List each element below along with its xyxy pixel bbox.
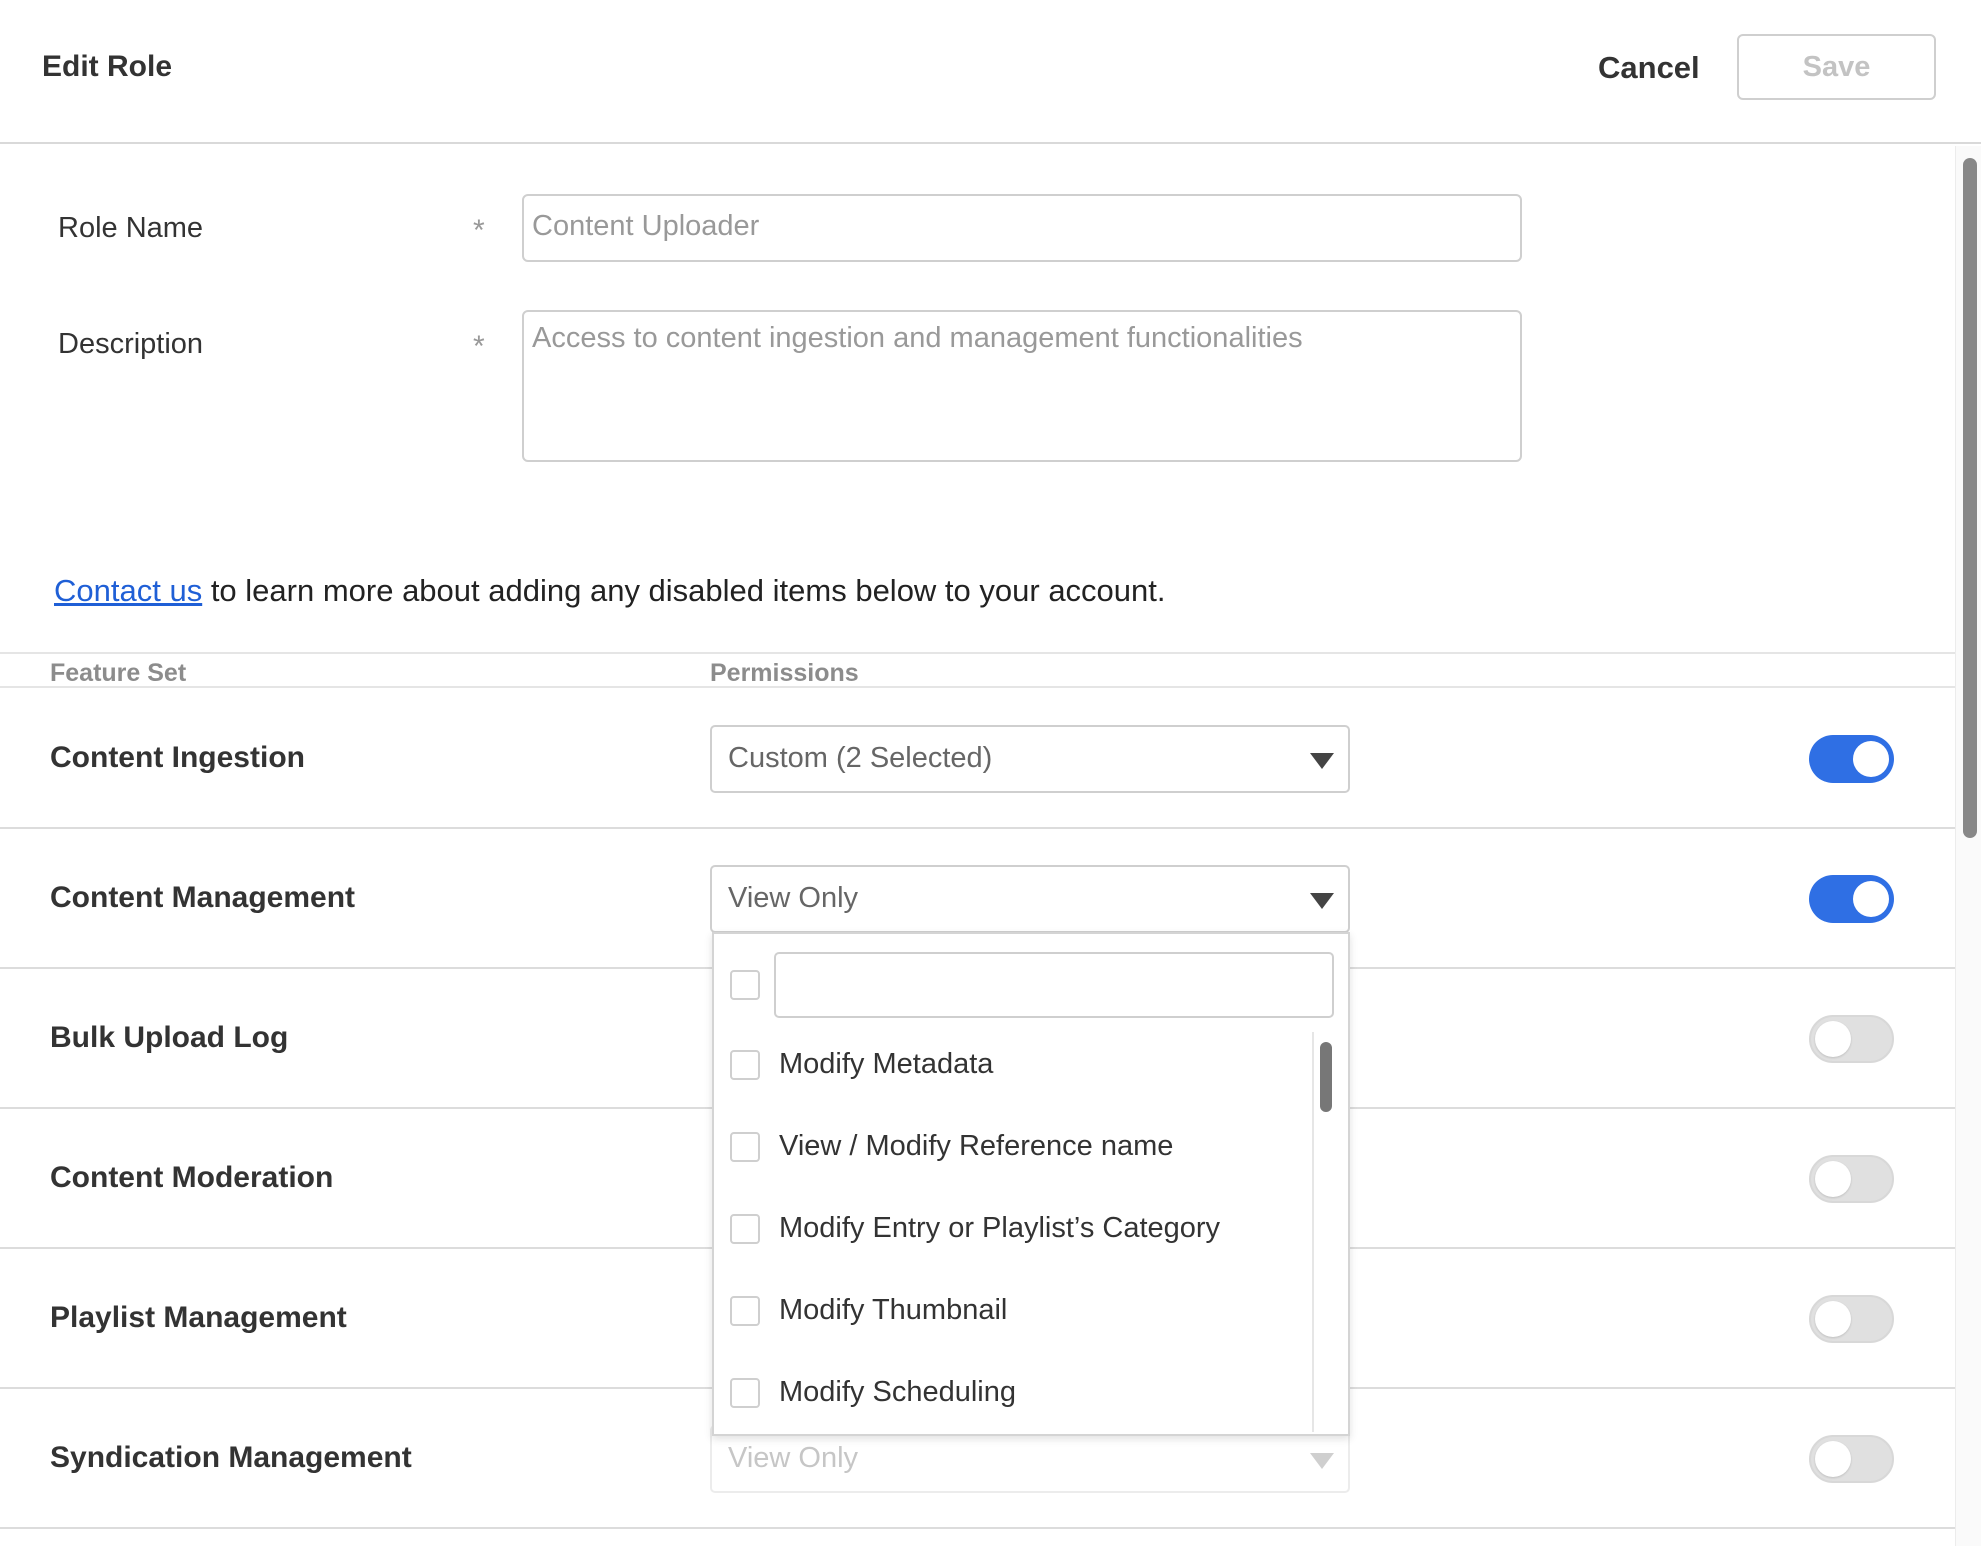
option-checkbox[interactable] — [730, 1214, 760, 1244]
permissions-value: Custom (2 Selected) — [728, 742, 993, 774]
dropdown-option[interactable] — [714, 1106, 1314, 1188]
page-scroll-thumb[interactable] — [1963, 158, 1977, 838]
option-label: Modify Metadata — [779, 1048, 994, 1080]
option-label: View / Modify Reference name — [779, 1130, 1174, 1162]
description-label: Description — [58, 328, 204, 360]
notice-text: to learn more about adding any disabled items below to your account. — [202, 573, 1166, 608]
option-checkbox[interactable] — [730, 1296, 760, 1326]
dropdown-option[interactable] — [714, 1270, 1314, 1352]
feature-toggle[interactable] — [1809, 735, 1894, 783]
dropdown-option[interactable] — [714, 1024, 1314, 1106]
feature-label: Syndication Management — [50, 1441, 412, 1474]
feature-label: Playlist Management — [50, 1301, 347, 1334]
toggle-knob — [1853, 741, 1889, 777]
caret-down-icon — [1310, 893, 1334, 909]
role-name-label: Role Name — [58, 212, 204, 244]
toggle-knob — [1815, 1441, 1851, 1477]
select-all-checkbox[interactable] — [730, 970, 760, 1000]
dropdown-search-input[interactable] — [774, 952, 1334, 1018]
option-label: Modify Scheduling — [779, 1376, 1016, 1408]
feature-set-header: Feature Set — [50, 659, 187, 687]
permissions-value: View Only — [728, 882, 859, 914]
dropdown-option[interactable] — [714, 1352, 1314, 1434]
caret-down-icon — [1310, 753, 1334, 769]
option-label: Modify Entry or Playlist’s Category — [779, 1212, 1221, 1244]
toggle-knob — [1815, 1301, 1851, 1337]
contact-notice — [54, 573, 1166, 609]
cancel-button[interactable]: Cancel — [1598, 50, 1700, 85]
feature-toggle[interactable] — [1809, 1295, 1894, 1343]
feature-toggle[interactable] — [1809, 1155, 1894, 1203]
toggle-knob — [1815, 1021, 1851, 1057]
contact-us-link[interactable]: Contact us — [54, 573, 203, 608]
feature-label: Content Ingestion — [50, 741, 305, 774]
permissions-dropdown-panel — [712, 932, 1350, 1436]
feature-label: Bulk Upload Log — [50, 1021, 289, 1054]
required-marker: * — [473, 330, 485, 363]
description-textarea[interactable]: Access to content ingestion and management functionalities — [522, 310, 1522, 462]
feature-row — [0, 689, 1955, 829]
option-label: Modify Thumbnail — [779, 1294, 1008, 1326]
feature-label: Content Moderation — [50, 1161, 334, 1194]
feature-toggle[interactable] — [1809, 1435, 1894, 1483]
toggle-knob — [1815, 1161, 1851, 1197]
feature-label: Content Management — [50, 881, 356, 914]
feature-toggle[interactable] — [1809, 875, 1894, 923]
header-bar — [0, 0, 1981, 144]
toggle-knob — [1853, 881, 1889, 917]
page-title: Edit Role — [42, 50, 173, 83]
required-marker: * — [473, 214, 485, 247]
permissions-select[interactable] — [710, 865, 1350, 933]
permissions-value: View Only — [728, 1442, 859, 1474]
dropdown-scrollbar[interactable] — [1312, 1032, 1336, 1432]
option-checkbox[interactable] — [730, 1050, 760, 1080]
dropdown-scroll-thumb[interactable] — [1320, 1042, 1332, 1112]
save-button[interactable]: Save — [1737, 34, 1936, 100]
caret-down-icon — [1310, 1453, 1334, 1469]
table-header — [0, 652, 1955, 688]
permissions-header: Permissions — [710, 659, 859, 687]
feature-toggle[interactable] — [1809, 1015, 1894, 1063]
role-name-input[interactable]: Content Uploader — [522, 194, 1522, 262]
page-scrollbar[interactable] — [1955, 146, 1981, 1546]
permissions-select[interactable] — [710, 725, 1350, 793]
option-checkbox[interactable] — [730, 1132, 760, 1162]
option-checkbox[interactable] — [730, 1378, 760, 1408]
dropdown-option[interactable] — [714, 1188, 1314, 1270]
